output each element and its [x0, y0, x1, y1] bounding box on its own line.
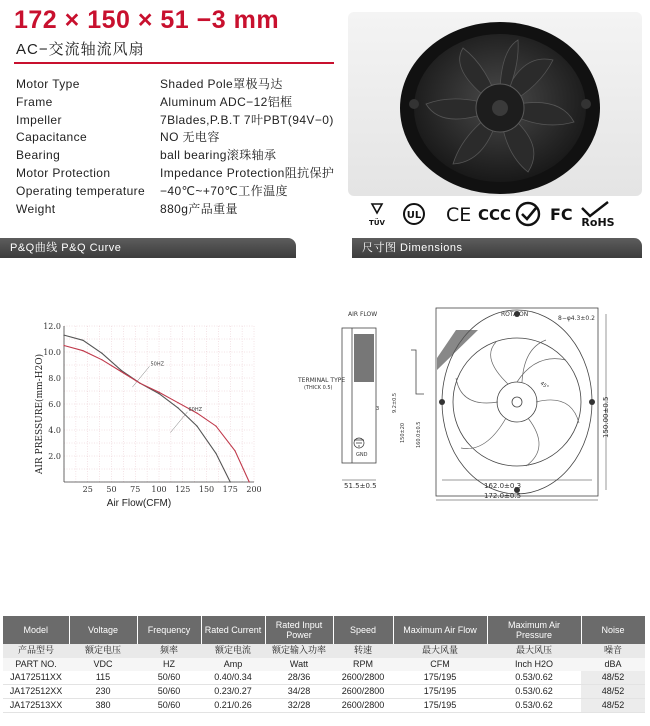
fan-illustration — [348, 12, 642, 196]
certification-logos — [368, 200, 628, 228]
spec-label: Impeller — [16, 112, 62, 127]
table-cell: 230 — [69, 685, 137, 699]
y-tick-label: 2.0 — [48, 452, 61, 461]
data-point — [177, 407, 178, 408]
table-unit-row — [3, 658, 645, 672]
column-header: Maximum Air Pressure — [487, 616, 581, 644]
spec-value: −40℃~+70℃工作温度 — [160, 183, 288, 198]
ground-symbol — [354, 438, 364, 448]
spec-label: Bearing — [16, 148, 61, 163]
front-view-shaft — [512, 397, 522, 407]
svg-text:RoHS: RoHS — [581, 216, 615, 228]
x-tick-label: 50 — [106, 485, 117, 494]
table-row — [3, 685, 645, 699]
column-header: Rated Input Power — [265, 616, 333, 644]
table-cell: 2600/2800 — [333, 671, 393, 685]
x-tick-label: 125 — [175, 485, 191, 494]
spec-row-bearing — [16, 147, 346, 165]
table-cell: 28/36 — [265, 671, 333, 685]
y-tick-label: 6.0 — [48, 400, 61, 409]
spec-value: 880g产品重量 — [160, 201, 238, 216]
data-point — [63, 335, 64, 336]
x-tick-label: 25 — [82, 485, 93, 494]
table-cell: 50/60 — [137, 685, 201, 699]
table-cell: JA172512XX — [3, 685, 69, 699]
front-view-hub — [497, 382, 537, 422]
data-point — [82, 340, 83, 341]
table-cell: 175/195 — [393, 671, 487, 685]
data-point — [249, 481, 250, 482]
width-51-label: 51.5±0.5 — [344, 482, 377, 490]
x-axis-label: Air Flow(CFM) — [106, 498, 172, 509]
y-tick-label: 4.0 — [48, 426, 61, 435]
data-point — [82, 350, 83, 351]
column-header: Rated Current — [201, 616, 265, 644]
table-cell: PART NO. — [3, 658, 69, 672]
data-point — [196, 426, 197, 427]
table-cell: RPM — [333, 658, 393, 672]
spec-row-weight — [16, 201, 346, 219]
rotation-label: ROTAION — [501, 311, 529, 318]
table-cell: 2600/2800 — [333, 685, 393, 699]
column-header: Voltage — [69, 616, 137, 644]
width-162-label: 162.0±0.3 — [484, 482, 522, 490]
table-cell: 额定电压 — [69, 644, 137, 658]
table-cell: 48/52 — [581, 671, 645, 685]
table-cell: 额定电流 — [201, 644, 265, 658]
table-cell: 0.53/0.62 — [487, 699, 581, 713]
table-cell: 0.53/0.62 — [487, 671, 581, 685]
model-spec-table — [3, 616, 646, 713]
spec-value: Shaded Pole罩极马达 — [160, 77, 283, 91]
y-tick-label: 10.0 — [43, 348, 61, 357]
table-cell: Watt — [265, 658, 333, 672]
table-cell: Amp — [201, 658, 265, 672]
table-cell: 380 — [69, 699, 137, 713]
terminal-bracket — [411, 350, 424, 394]
series-label-leader — [170, 412, 187, 433]
thickness-label: (THICK 0.5) — [304, 385, 333, 391]
ccc-icon: CCC — [478, 206, 512, 224]
table-cell: 0.40/0.34 — [201, 671, 265, 685]
pq-curve-chart — [30, 312, 270, 512]
spec-row-frame — [16, 94, 346, 112]
spec-row-impeller — [16, 112, 346, 130]
table-cell: 48/52 — [581, 685, 645, 699]
table-cell: dBA — [581, 658, 645, 672]
table-cell: 34/28 — [265, 685, 333, 699]
spec-row-operating-temperature — [16, 183, 346, 201]
ce-icon: CE — [446, 204, 472, 226]
table-cell: 175/195 — [393, 699, 487, 713]
spec-label: Weight — [16, 201, 56, 216]
svg-text:TÜV: TÜV — [369, 219, 385, 227]
data-point — [101, 353, 102, 354]
holes-label: 8−φ4.3±0.2 — [558, 315, 595, 322]
series-label: 60HZ — [188, 406, 203, 413]
data-point — [234, 450, 235, 451]
tuv-icon — [369, 204, 385, 227]
spec-label: Operating temperature — [16, 183, 146, 198]
fc-icon: FC — [550, 205, 573, 224]
check-seal-icon — [517, 203, 539, 225]
table-cell: VDC — [69, 658, 137, 672]
dimensions-drawing — [296, 298, 646, 508]
x-tick-label: 150 — [198, 485, 215, 494]
table-row — [3, 671, 645, 685]
table-cell: 32/28 — [265, 699, 333, 713]
svg-text:UL: UL — [406, 210, 422, 221]
spec-label: Motor Type — [16, 77, 80, 91]
rohs-icon — [581, 202, 614, 228]
spec-row-motor-type — [16, 76, 346, 94]
x-tick-label: 175 — [222, 485, 238, 494]
table-cell: 115 — [69, 671, 137, 685]
fan-photo — [348, 12, 642, 196]
mount-hole — [581, 99, 591, 109]
table-cell: 产品型号 — [3, 644, 69, 658]
height-150-label: 150.00±0.5 — [602, 396, 610, 438]
table-cell: 额定输入功率 — [265, 644, 333, 658]
mount-hole — [409, 99, 419, 109]
spec-value: Aluminum ADC−12铝框 — [160, 94, 293, 109]
spec-row-motor-protection — [16, 165, 346, 183]
y-tick-label: 12.0 — [43, 322, 61, 331]
table-cell: 转速 — [333, 644, 393, 658]
leg-label: 45° — [538, 380, 550, 391]
series-label: 50HZ — [150, 361, 165, 368]
spec-value: NO 无电容 — [160, 130, 220, 145]
ul-icon — [404, 204, 424, 224]
table-cell: 175/195 — [393, 685, 487, 699]
y-axis-label: AIR PRESSURE(mm-H2O) — [35, 353, 45, 475]
table-cell: Inch H2O — [487, 658, 581, 672]
data-point — [230, 481, 231, 482]
column-header: Noise — [581, 616, 645, 644]
x-tick-label: 75 — [130, 485, 141, 494]
data-point — [158, 393, 159, 394]
dimension-lines — [342, 314, 606, 500]
table-cell: 0.53/0.62 — [487, 685, 581, 699]
product-title: 172 × 150 × 51 −3 mm — [14, 6, 280, 34]
spec-list — [16, 76, 346, 218]
data-point — [158, 392, 159, 393]
table-cell: 50/60 — [137, 671, 201, 685]
air-flow-label: AIR FLOW — [348, 311, 378, 318]
table-row — [3, 699, 645, 713]
spec-value: ball bearing滚珠轴承 — [160, 148, 277, 163]
x-tick-label: 200 — [246, 485, 262, 494]
data-point — [101, 359, 102, 360]
table-chinese-header-row — [3, 644, 645, 658]
table-header-row — [3, 616, 645, 644]
table-cell: 最大风压 — [487, 644, 581, 658]
table-cell: 50/60 — [137, 699, 201, 713]
data-point — [215, 453, 216, 454]
table-cell: JA172513XX — [3, 699, 69, 713]
table-cell: 最大风量 — [393, 644, 487, 658]
table-cell: JA172511XX — [3, 671, 69, 685]
width-172-label: 172.0±0.5 — [484, 492, 522, 500]
fan-hub-cap — [492, 100, 508, 116]
column-header: Speed — [333, 616, 393, 644]
dimensions-section-header: 尺寸图 Dimensions — [352, 238, 642, 258]
side-150-label: 150±20 — [400, 422, 406, 443]
y-tick-label: 8.0 — [48, 374, 61, 383]
spec-row-capacitance — [16, 129, 346, 147]
table-cell: 频率 — [137, 644, 201, 658]
table-cell: CFM — [393, 658, 487, 672]
front-view-blades — [456, 340, 579, 466]
terminal-label: TERMINAL TYPE — [298, 377, 346, 384]
product-subtitle: AC−交流轴流风扇 — [16, 41, 145, 58]
column-header: Maximum Air Flow — [393, 616, 487, 644]
table-cell: 噪音 — [581, 644, 645, 658]
pole-label: 3 — [376, 406, 380, 412]
spec-label: Motor Protection — [16, 165, 111, 180]
spec-value: Impedance Protection阻抗保护 — [160, 165, 335, 180]
table-cell: 2600/2800 — [333, 699, 393, 713]
data-point — [63, 345, 64, 346]
column-header: Frequency — [137, 616, 201, 644]
spec-label: Capacitance — [16, 130, 88, 145]
data-point — [177, 402, 178, 403]
data-point — [139, 383, 140, 384]
gnd-label: GND — [356, 452, 368, 458]
spec-value: 7Blades,P.B.T 7叶PBT(94V−0) — [160, 112, 334, 127]
table-cell: 48/52 — [581, 699, 645, 713]
title-divider — [14, 62, 334, 64]
data-point — [120, 371, 121, 372]
pq-curve-section-header: P&Q曲线 P&Q Curve — [0, 238, 296, 258]
table-cell: 0.23/0.27 — [201, 685, 265, 699]
side-9-label: 9.2±0.5 — [392, 392, 398, 413]
data-point — [215, 426, 216, 427]
height-160-label: 160.0±0.5 — [416, 421, 422, 448]
x-tick-label: 100 — [151, 485, 167, 494]
table-cell: 0.21/0.26 — [201, 699, 265, 713]
table-cell: HZ — [137, 658, 201, 672]
column-header: Model — [3, 616, 69, 644]
spec-label: Frame — [16, 94, 53, 109]
